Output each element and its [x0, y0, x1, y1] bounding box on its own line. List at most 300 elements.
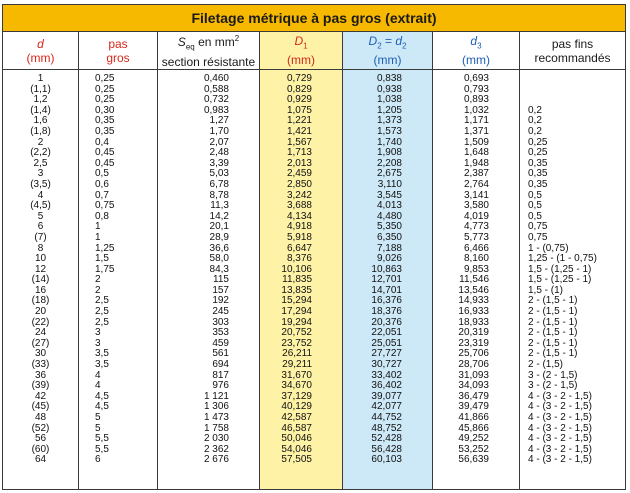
- table-cell-D2: 48,752: [371, 422, 402, 434]
- table-cell-seq: 3,39: [209, 157, 229, 169]
- table-cell-fins: 2 - (1,5): [528, 359, 564, 371]
- table-cell-d: 10: [34, 253, 47, 265]
- column-D1: [260, 32, 343, 490]
- table-cell-D1: 15,294: [281, 295, 312, 307]
- table-cell-D2: 0,838: [376, 73, 402, 84]
- table-cell-d: 48: [34, 412, 47, 423]
- table-cell-D2: 2,208: [376, 157, 402, 169]
- table-cell-seq: 1 306: [203, 401, 229, 413]
- table-cell-D2: 3,110: [377, 178, 402, 190]
- table-cell-D2: 33,402: [371, 369, 402, 381]
- table-cell-pas: 1: [95, 231, 101, 243]
- table-cell-fins: 0,2: [528, 125, 542, 137]
- table-cell-pas: 5,5: [95, 433, 109, 445]
- table-cell-d: 36: [34, 369, 47, 381]
- table-cell-D1: 46,587: [281, 422, 312, 434]
- table-cell-D2: 20,376: [371, 316, 402, 328]
- column-d3-values: [433, 70, 519, 490]
- table-cell-fins: 4 - (3 - 2 - 1,5): [528, 401, 592, 413]
- table-cell-seq: 0,588: [203, 83, 229, 95]
- table-cell-fins: 0,75: [528, 221, 548, 233]
- table-cell-D1: 0,729: [286, 73, 312, 84]
- table-cell-D1: 57,505: [281, 454, 312, 466]
- header-D1: [260, 32, 342, 70]
- header-seq-superscript: 2: [234, 34, 240, 44]
- table-cell-seq: 1 473: [203, 412, 229, 423]
- table-cell-fins: 0,25: [528, 136, 548, 148]
- table-cell-d3: 34,093: [458, 380, 489, 392]
- table-cell-d3: 31,093: [458, 369, 489, 381]
- table-cell-d: 3: [37, 168, 44, 180]
- table-columns: [3, 32, 625, 490]
- column-seq-values: [158, 70, 259, 490]
- table-cell-seq: 28,9: [209, 231, 229, 243]
- header-seq-symbol: S: [177, 35, 186, 50]
- header-fins-line2: recommandés: [534, 50, 611, 65]
- table-cell-d: (3,5): [30, 178, 51, 190]
- table-cell-d: (22): [31, 316, 50, 328]
- table-cell-pas: 2,5: [95, 316, 109, 328]
- column-fins-values: [520, 70, 625, 490]
- table-cell-d3: 1,948: [463, 157, 489, 169]
- table-cell-D1: 3,242: [286, 189, 312, 201]
- table-cell-d3: 4,019: [463, 210, 489, 222]
- table-cell-d3: 1,509: [463, 136, 489, 148]
- table-cell-D2: 52,428: [371, 433, 402, 445]
- table-cell-seq: 817: [212, 369, 229, 381]
- table-cell-seq: 0,460: [203, 73, 229, 84]
- table-cell-seq: 561: [212, 348, 229, 360]
- table-cell-pas: 0,7: [95, 189, 109, 201]
- table-cell-D1: 37,129: [281, 390, 312, 402]
- table-cell-pas: 0,6: [95, 178, 109, 190]
- table-cell-d3: 11,546: [459, 274, 489, 286]
- table-cell-d3: 16,933: [458, 306, 489, 318]
- table-cell-d3: 25,706: [458, 348, 489, 360]
- table-cell-fins: 0,2: [528, 115, 542, 127]
- table-cell-seq: 14,2: [209, 210, 229, 222]
- table-cell-pas: 2,5: [95, 306, 109, 318]
- table-cell-d3: 1,371: [463, 125, 489, 137]
- table-cell-fins: 0,35: [528, 178, 548, 190]
- table-cell-pas: 0,25: [95, 94, 115, 106]
- table-cell-d3: 2,764: [463, 178, 489, 190]
- table-cell-fins: 4 - (3 - 2 - 1,5): [528, 412, 592, 423]
- table-cell-D1: 34,670: [281, 380, 312, 392]
- table-cell-fins: 1,5 - (1,25 - 1): [528, 274, 592, 286]
- table-cell-d3: 1,648: [463, 147, 489, 159]
- table-cell-d3: 56,639: [458, 454, 489, 466]
- table-cell-d3: 45,866: [458, 422, 489, 434]
- table-cell-D1: 20,752: [281, 327, 312, 339]
- column-pas-values: [79, 70, 157, 490]
- header-pas: [79, 32, 157, 70]
- table-cell-pas: 4,5: [95, 401, 109, 413]
- table-cell-pas: 6: [95, 454, 101, 466]
- table-cell-D1: 19,294: [281, 316, 312, 328]
- table-cell-D2: 1,740: [376, 136, 402, 148]
- table-cell-pas: 1,25: [95, 242, 115, 254]
- table-cell-D2: 12,701: [371, 274, 402, 286]
- table-cell-D1: 17,294: [281, 306, 312, 318]
- table-cell-pas: 0,45: [95, 157, 115, 169]
- table-cell-D2: 1,573: [376, 125, 402, 137]
- table-cell-pas: 0,35: [95, 115, 115, 127]
- header-d-symbol: d: [37, 36, 44, 51]
- table-cell-d: (27): [31, 337, 50, 349]
- table-cell-fins: 1,25 - (1 - 0,75): [528, 253, 597, 265]
- table-cell-seq: 58,0: [209, 253, 229, 265]
- table-cell-pas: 1,75: [95, 263, 115, 275]
- table-cell-seq: 2,07: [209, 136, 229, 148]
- header-d3: [433, 32, 519, 70]
- table-cell-d: (14): [31, 274, 50, 286]
- table-cell-D1: 11,835: [282, 274, 312, 286]
- table-cell-d3: 41,866: [458, 412, 489, 423]
- table-cell-D2: 56,428: [371, 443, 402, 455]
- column-D1-values: [260, 70, 342, 490]
- table-cell-seq: 84,3: [209, 263, 229, 275]
- table-cell-fins: 4 - (3 - 2 - 1,5): [528, 454, 592, 466]
- table-cell-fins: 0,35: [528, 157, 548, 169]
- table-cell-d: (39): [31, 380, 50, 392]
- column-D2: [343, 32, 433, 490]
- table-cell-d3: 9,853: [463, 263, 489, 275]
- table-cell-d3: 18,933: [458, 316, 489, 328]
- table-cell-fins: 0,5: [528, 210, 542, 222]
- table-cell-d: (1,8): [30, 125, 51, 137]
- table-cell-pas: 0,25: [95, 73, 115, 84]
- table-cell-fins: 2 - (1,5 - 1): [528, 337, 578, 349]
- table-cell-d: 1,2: [33, 94, 48, 106]
- table-cell-D2: 3,545: [376, 189, 402, 201]
- table-cell-seq: 1,27: [209, 115, 229, 127]
- table-cell-d3: 36,479: [458, 390, 489, 402]
- table-cell-D2: 30,727: [371, 359, 402, 371]
- table-cell-D2: 22,051: [371, 327, 402, 339]
- table-cell-D2: 16,376: [371, 295, 402, 307]
- table-cell-seq: 157: [212, 284, 229, 296]
- table-cell-D1: 0,829: [286, 83, 312, 95]
- table-cell-d3: 3,141: [463, 189, 489, 201]
- table-cell-D1: 2,850: [286, 178, 312, 190]
- table-cell-D2: 0,938: [376, 83, 402, 95]
- table-cell-d: (2,2): [30, 147, 51, 159]
- table-cell-seq: 694: [212, 359, 229, 371]
- table-cell-pas: 2: [95, 284, 101, 296]
- table-cell-seq: 353: [212, 327, 229, 339]
- table-cell-pas: 0,5: [95, 168, 109, 180]
- table-cell-seq: 8,78: [209, 189, 229, 201]
- table-cell-pas: 5: [95, 412, 101, 423]
- table-cell-seq: 20,1: [209, 221, 229, 233]
- table-cell-pas: 3,5: [95, 348, 109, 360]
- table-cell-seq: 6,78: [209, 178, 229, 190]
- table-cell-fins: 4 - (3 - 2 - 1,5): [528, 443, 592, 455]
- table-cell-d3: 1,171: [463, 115, 489, 127]
- table-cell-pas: 4: [95, 369, 101, 381]
- table-cell-D1: 26,211: [282, 348, 312, 360]
- table-cell-D2: 25,051: [371, 337, 402, 349]
- table-cell-fins: 2 - (1,5 - 1): [528, 316, 578, 328]
- table-cell-D2: 39,077: [371, 390, 402, 402]
- header-D2-subscript: 2: [377, 41, 382, 51]
- header-d3-unit: (mm): [462, 53, 490, 68]
- table-cell-seq: 36,6: [209, 242, 229, 254]
- table-cell-D1: 1,713: [286, 147, 312, 159]
- table-cell-D1: 23,752: [281, 337, 312, 349]
- table-cell-d: 24: [34, 327, 47, 339]
- table-cell-D1: 3,688: [286, 200, 312, 212]
- header-pas-line2: gros: [106, 50, 130, 65]
- header-fins: [520, 32, 625, 70]
- table-cell-D1: 40,129: [281, 401, 312, 413]
- table-cell-seq: 2,48: [209, 147, 229, 159]
- header-d-unit: (mm): [26, 50, 55, 65]
- header-fins-line1: pas fins: [551, 36, 594, 51]
- table-cell-D1: 2,013: [286, 157, 312, 169]
- table-cell-D2: 1,908: [376, 147, 402, 159]
- table-cell-pas: 0,8: [95, 210, 109, 222]
- table-cell-D2: 4,480: [376, 210, 402, 222]
- table-cell-d3: 23,319: [458, 337, 489, 349]
- table-cell-seq: 0,983: [203, 104, 229, 116]
- table-cell-fins: 1,5 - (1,25 - 1): [528, 263, 592, 275]
- table-cell-fins: 2 - (1,5 - 1): [528, 306, 578, 318]
- table-cell-D2: 44,752: [371, 412, 402, 423]
- header-seq-unit: en mm: [198, 35, 235, 50]
- table-cell-d3: 1,032: [463, 104, 489, 116]
- table-cell-seq: 459: [212, 337, 229, 349]
- table-cell-fins: 0,25: [528, 147, 548, 159]
- table-cell-d3: 3,580: [463, 200, 489, 212]
- table-cell-D2: 5,350: [376, 221, 402, 233]
- table-cell-D1: 6,647: [286, 242, 312, 254]
- header-D1-symbol: D: [294, 33, 304, 48]
- table-cell-seq: 5,03: [209, 168, 229, 180]
- table-cell-fins: 0,35: [528, 168, 548, 180]
- table-cell-D2: 14,701: [371, 284, 402, 296]
- table-cell-fins: 3 - (2 - 1,5): [528, 369, 578, 381]
- table-cell-d: 1,6: [33, 115, 48, 127]
- table-cell-d: 2,5: [33, 157, 48, 169]
- table-cell-pas: 0,35: [95, 125, 115, 137]
- table-cell-D2: 60,103: [371, 454, 402, 466]
- table-cell-d: (1,4): [30, 104, 51, 116]
- table-cell-seq: 245: [212, 306, 229, 318]
- table-cell-fins: 0,5: [528, 189, 542, 201]
- table-cell-seq: 976: [212, 380, 229, 392]
- table-cell-fins: 0,75: [528, 231, 548, 243]
- column-pas: [79, 32, 158, 490]
- table-cell-seq: 303: [212, 316, 229, 328]
- thread-table: [2, 4, 626, 490]
- table-cell-seq: 0,732: [203, 94, 229, 106]
- table-cell-D2: 1,038: [376, 94, 402, 106]
- column-d: [3, 32, 79, 490]
- table-cell-d: 42: [34, 390, 47, 402]
- table-cell-D1: 1,075: [286, 104, 312, 116]
- table-cell-D1: 1,421: [286, 125, 312, 137]
- table-cell-fins: [522, 85, 625, 96]
- column-d-values: [3, 70, 78, 490]
- table-cell-D2: 9,026: [376, 253, 402, 265]
- table-cell-D1: 42,587: [281, 412, 312, 423]
- table-cell-seq: 11,3: [210, 200, 229, 212]
- table-cell-d: 64: [34, 454, 47, 466]
- table-cell-d: 12: [34, 263, 47, 275]
- table-cell-pas: 3: [95, 327, 101, 339]
- table-cell-pas: 1,5: [95, 253, 109, 265]
- table-cell-fins: [522, 74, 625, 85]
- header-D2-symbol: D: [368, 33, 378, 48]
- header-D1-unit: (mm): [287, 53, 315, 68]
- column-d3: [433, 32, 520, 490]
- table-cell-d: (52): [31, 422, 50, 434]
- table-cell-seq: 2 030: [203, 433, 229, 445]
- table-cell-d3: 20,319: [458, 327, 489, 339]
- table-cell-d3: 0,893: [463, 94, 489, 106]
- table-cell-d3: 28,706: [458, 359, 489, 371]
- table-cell-seq: 115: [213, 274, 229, 286]
- table-cell-d3: 4,773: [463, 221, 489, 233]
- table-cell-pas: 0,30: [95, 104, 115, 116]
- table-cell-pas: 2,5: [95, 295, 109, 307]
- table-cell-D1: 1,221: [286, 115, 312, 127]
- table-cell-seq: 192: [212, 295, 229, 307]
- table-cell-D1: 0,929: [286, 94, 312, 106]
- table-cell-D1: 10,106: [281, 263, 312, 275]
- table-cell-D1: 29,211: [282, 359, 312, 371]
- table-cell-D1: 50,046: [281, 433, 312, 445]
- column-D2-values: [343, 70, 432, 490]
- table-cell-D2: 7,188: [376, 242, 402, 254]
- table-cell-D2: 4,013: [376, 200, 402, 212]
- table-cell-d: 56: [34, 433, 47, 445]
- table-cell-D1: 2,459: [286, 168, 312, 180]
- table-cell-D2: 6,350: [376, 231, 402, 243]
- header-pas-line1: pas: [108, 36, 128, 51]
- table-cell-d3: 0,693: [463, 73, 489, 84]
- table-cell-d: 8: [37, 242, 44, 254]
- table-cell-D1: 31,670: [281, 369, 312, 381]
- table-cell-d3: 8,160: [463, 253, 489, 265]
- table-cell-d: 2: [37, 136, 44, 148]
- table-cell-d3: 5,773: [463, 231, 489, 243]
- header-seq-subscript: eq: [185, 42, 195, 52]
- table-cell-pas: 0,45: [95, 147, 115, 159]
- table-cell-fins: 0,5: [528, 200, 542, 212]
- table-cell-pas: 0,4: [95, 136, 109, 148]
- table-cell-pas: 2: [95, 274, 101, 286]
- table-cell-D1: 13,835: [281, 284, 312, 296]
- table-cell-fins: 4 - (3 - 2 - 1,5): [528, 433, 592, 445]
- table-cell-fins: 1,5 - (1): [528, 284, 564, 296]
- header-D2-equals: =: [381, 33, 396, 48]
- table-cell-d3: 49,252: [458, 433, 489, 445]
- table-cell-seq: 2 362: [203, 443, 229, 455]
- table-cell-seq: 2 676: [203, 454, 229, 466]
- table-cell-fins: 4 - (3 - 2 - 1,5): [528, 390, 592, 402]
- header-D1-subscript: 1: [303, 41, 308, 51]
- table-cell-D2: 42,077: [371, 401, 402, 413]
- table-cell-D2: 18,376: [371, 306, 402, 318]
- table-cell-d3: 6,466: [463, 242, 489, 254]
- table-cell-pas: 3,5: [95, 359, 109, 371]
- column-seq: [158, 32, 260, 490]
- table-cell-seq: 1,70: [209, 125, 229, 137]
- table-cell-d: 6: [37, 221, 44, 233]
- table-cell-fins: 2 - (1,5 - 1): [528, 295, 578, 307]
- header-seq: [158, 32, 259, 70]
- table-cell-d: (33): [31, 359, 50, 371]
- table-cell-D2: 36,402: [371, 380, 402, 392]
- table-cell-D2: 1,373: [376, 115, 402, 127]
- table-cell-d3: 53,252: [458, 443, 489, 455]
- table-cell-fins: 3 - (2 - 1,5): [528, 380, 578, 392]
- table-cell-pas: 0,75: [95, 200, 115, 212]
- header-D2-unit: (mm): [373, 53, 402, 68]
- table-cell-pas: 5: [95, 422, 101, 434]
- table-cell-pas: 0,25: [95, 83, 115, 95]
- table-cell-pas: 5,5: [95, 443, 109, 455]
- table-cell-seq: 1 758: [203, 422, 229, 434]
- table-cell-D2: 1,205: [376, 104, 402, 116]
- table-cell-D1: 4,134: [286, 210, 312, 222]
- table-cell-fins: 2 - (1,5 - 1): [528, 327, 578, 339]
- table-cell-d: 16: [34, 284, 47, 296]
- table-cell-d3: 0,793: [463, 83, 489, 95]
- table-cell-D1: 54,046: [281, 443, 312, 455]
- table-cell-pas: 4: [95, 380, 101, 392]
- table-cell-fins: 0,2: [528, 104, 542, 116]
- table-cell-d: (1,1): [30, 83, 51, 95]
- table-cell-d: (18): [31, 295, 50, 307]
- table-cell-d3: 14,933: [458, 295, 489, 307]
- table-cell-d: (4,5): [30, 200, 51, 212]
- table-cell-d: 4: [37, 189, 44, 201]
- header-D2: [343, 32, 432, 70]
- header-d2-symbol: d: [395, 33, 403, 48]
- table-cell-d: (60): [31, 443, 50, 455]
- table-cell-D2: 2,675: [376, 168, 402, 180]
- table-cell-d: 5: [37, 210, 44, 222]
- table-cell-fins: 2 - (1,5 - 1): [528, 348, 578, 360]
- column-fins: [520, 32, 625, 490]
- table-cell-D1: 4,918: [286, 221, 312, 233]
- header-d3-symbol: d: [470, 33, 478, 48]
- table-cell-d3: 2,387: [463, 168, 489, 180]
- header-d2-subscript: 2: [402, 41, 407, 51]
- header-d: [3, 32, 78, 70]
- table-title: Filetage métrique à pas gros (extrait): [3, 5, 625, 32]
- table-cell-seq: 1 121: [203, 390, 229, 402]
- table-cell-d: (7): [34, 231, 47, 243]
- table-cell-d3: 39,479: [458, 401, 489, 413]
- table-cell-D2: 10,863: [371, 263, 402, 275]
- table-cell-d: 20: [34, 306, 47, 318]
- header-seq-line2: section résistante: [161, 54, 256, 69]
- table-cell-fins: 4 - (3 - 2 - 1,5): [528, 422, 592, 434]
- table-cell-D1: 5,918: [286, 231, 312, 243]
- table-cell-d: (45): [31, 401, 50, 413]
- table-cell-pas: 1: [95, 221, 101, 233]
- table-cell-d: 1: [37, 73, 44, 84]
- table-cell-d3: 13,546: [458, 284, 489, 296]
- table-cell-D1: 1,567: [286, 136, 312, 148]
- header-d3-subscript: 3: [477, 41, 482, 51]
- table-cell-pas: 4,5: [95, 390, 109, 402]
